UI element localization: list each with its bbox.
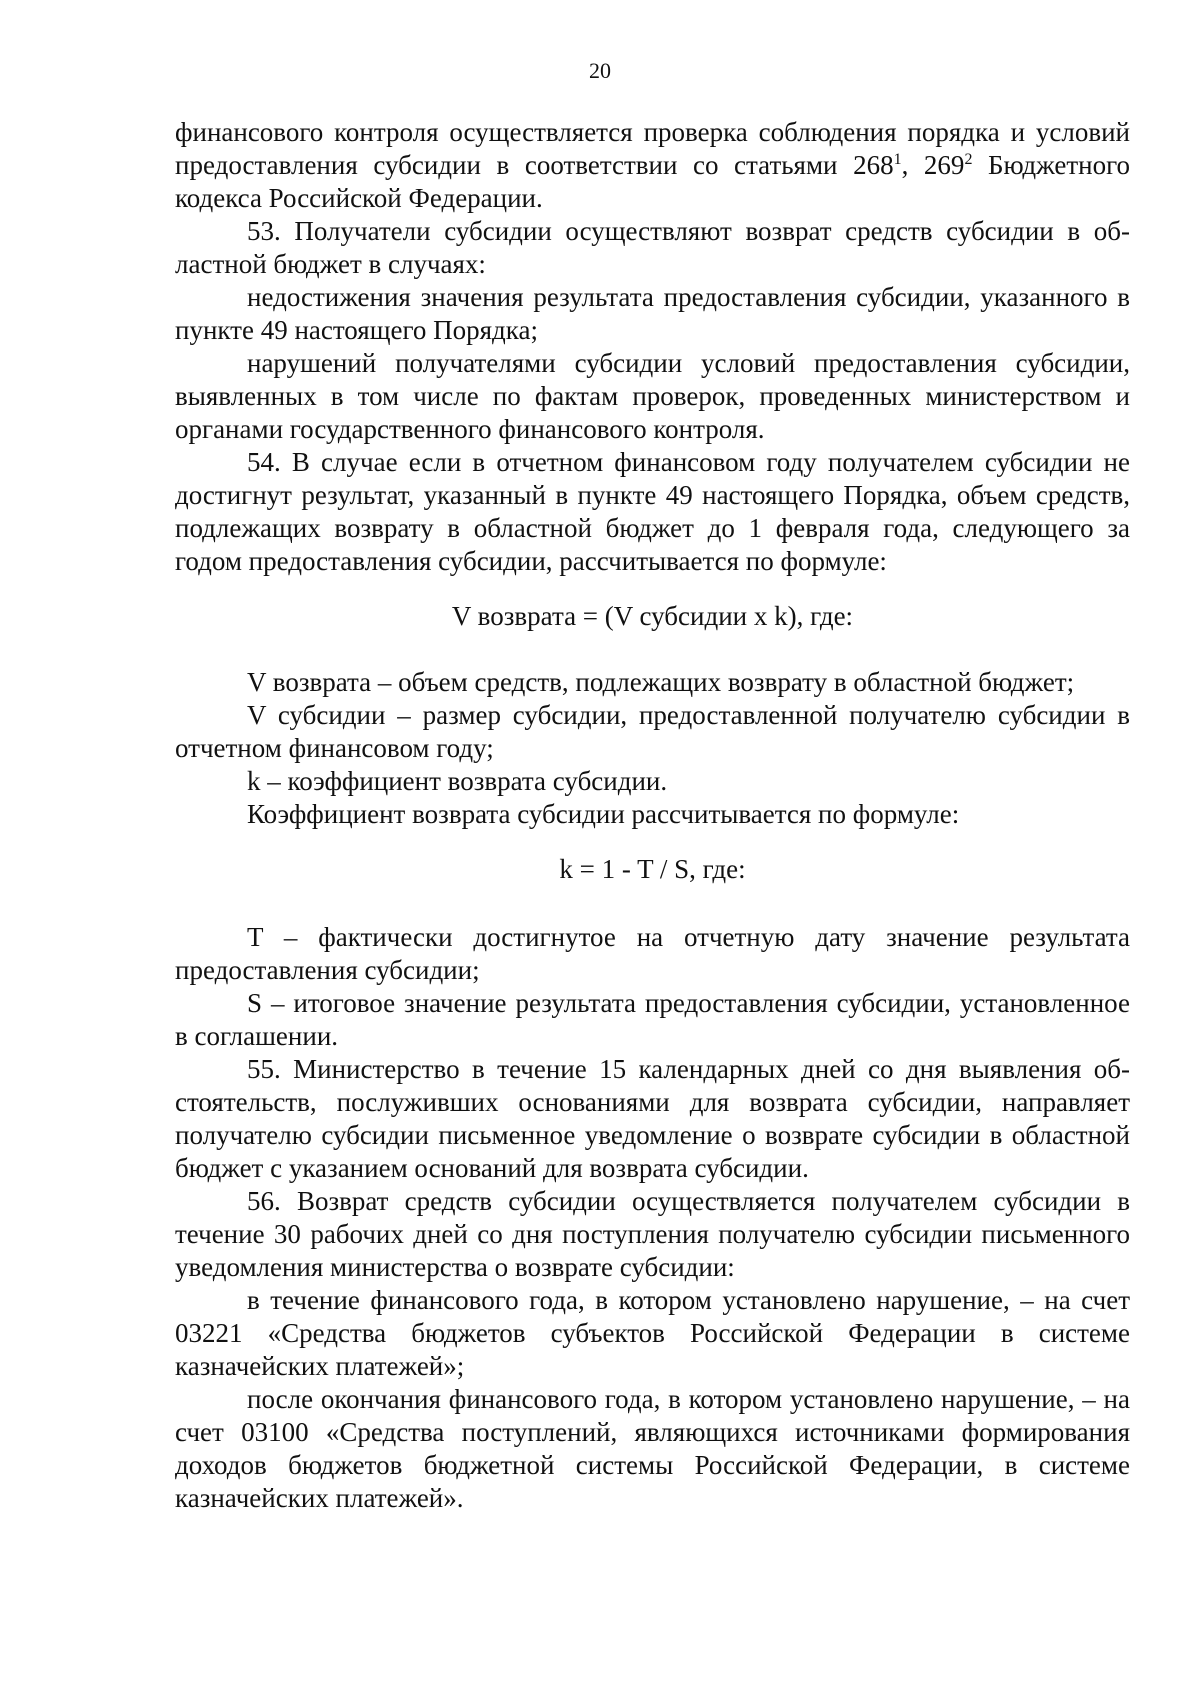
paragraph-53-case-a: недостижения значения результата предоставления субсидии, указанного в пункте 49 настоящего Порядка;	[175, 282, 1130, 345]
paragraph-56: 56. Возврат средств субсидии осуществляется получателем субсидии в течение 30 рабочих дней со дня поступления получателю субсидии письменного уведомления министерства о возврате субсидии:	[175, 1186, 1130, 1282]
paragraph-continuation-text-2: , 269	[901, 150, 965, 180]
paragraph-continuation-text-3: Бюджетного кодекса Российской Федерации.	[175, 150, 1130, 213]
paragraph-56-account-a: в течение финансового года, в котором установлено нарушение, – на счет 03221 «Средства бюджетов субъектов Российской Федерации в системе казначейских платежей»;	[175, 1285, 1130, 1381]
paragraph-continuation-text-1: финансового контроля осуществляется проверка соблюдения порядка и условий предоставления субсидии в соответствии со статьями 268	[175, 117, 1130, 180]
definition-v-subsidy: V субсидии – размер субсидии, предоставленной получателю субсидии в отчетном финансовом году;	[175, 700, 1130, 763]
paragraph-54: 54. В случае если в отчетном финансовом году получателем субсидии не достигнут результат, указанный в пункте 49 настоящего Порядка, объем средств, подлежащих возврату в областной бюджет до 1 февраля года, следующего за годом предоставления субсидии, рассчитывается по формуле:	[175, 447, 1130, 576]
formula-coefficient: k = 1 - T / S, где:	[559, 854, 746, 884]
page-number: 20	[589, 58, 611, 83]
paragraph-53-case-b: нарушений получателями субсидии условий предоставления субсидии, выявленных в том числе по фактам проверок, проведенных министерством и органами государственного финансового контроля.	[175, 348, 1130, 444]
definition-s: S – итоговое значение результата предоставления субсидии, установленное в соглашении.	[175, 988, 1130, 1051]
coefficient-intro: Коэффициент возврата субсидии рассчитывается по формуле:	[247, 799, 960, 829]
superscript-1: 1	[893, 151, 902, 168]
paragraph-55: 55. Министерство в течение 15 календарных дней со дня выявления обстоятельств, послуживших основаниями для возврата субсидии, направляет получателю субсидии письменное уведомление о возврате субсидии в областной бюджет с указанием оснований для возврата субсидии.	[175, 1054, 1130, 1183]
definition-v-return: V возврата – объем средств, подлежащих возврату в областной бюджет;	[247, 667, 1075, 697]
definition-k: k – коэффициент возврата субсидии.	[247, 766, 668, 796]
formula-return-volume: V возврата = (V субсидии x k), где:	[451, 601, 854, 631]
paragraph-53: 53. Получатели субсидии осуществляют возврат средств субсидии в областной бюджет в случаях:	[175, 216, 1130, 279]
paragraph-56-account-b: после окончания финансового года, в котором установлено нарушение, – на счет 03100 «Средства поступлений, являющихся источниками формирования доходов бюджетов бюджетной системы Российской Федерации, в системе казначейских платежей».	[175, 1384, 1130, 1513]
paragraph-continuation	[175, 116, 1130, 215]
document-body	[175, 116, 1130, 1515]
definition-t: T – фактически достигнутое на отчетную дату значение результата предоставления субсидии;	[175, 922, 1130, 985]
superscript-2: 2	[964, 151, 973, 168]
